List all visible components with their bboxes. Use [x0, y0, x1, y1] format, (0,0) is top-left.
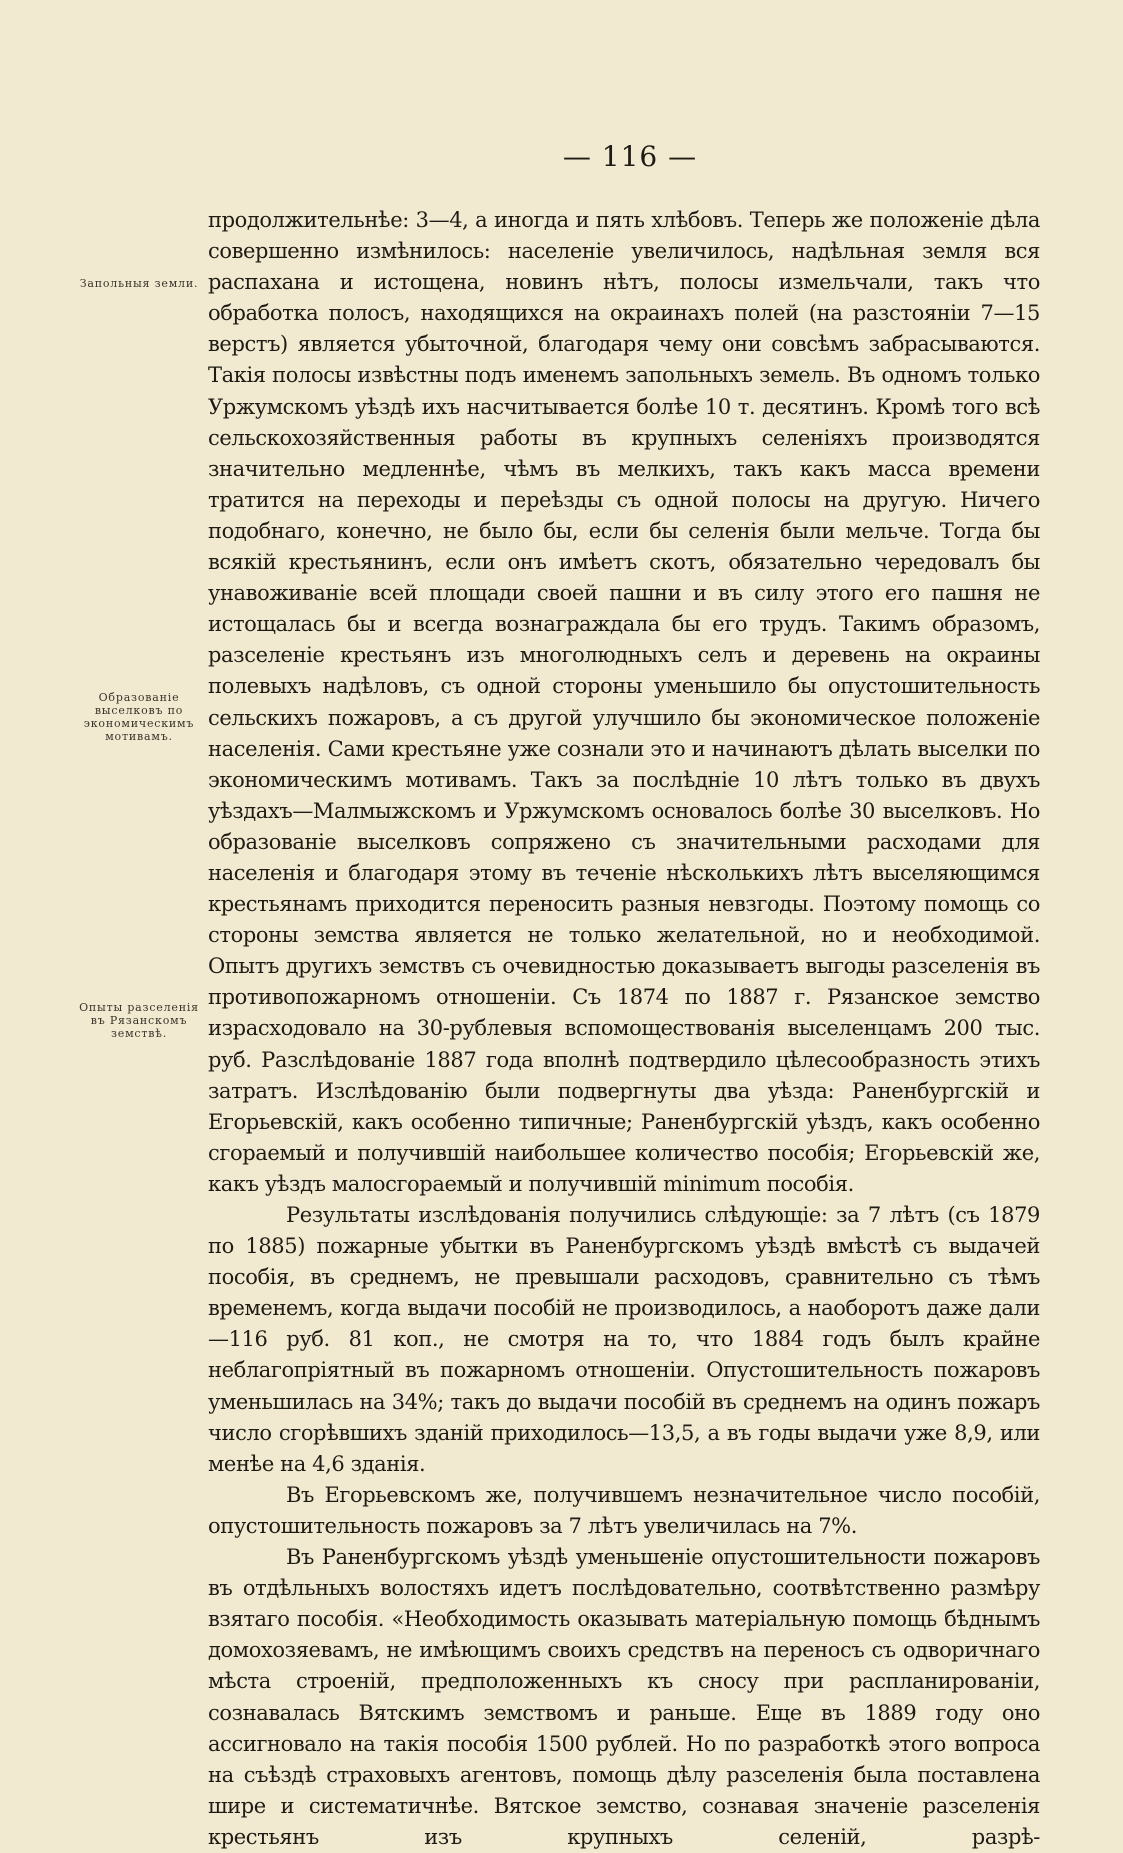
margin-note-zapolnye-zemli: Запольныя земли.	[79, 277, 199, 290]
body-text	[208, 205, 1040, 1853]
page-number: — 116 —	[562, 140, 698, 173]
paragraph: Результаты изслѣдованія получились слѣдующіе: за 7 лѣтъ (съ 1879 по 1885) пожарные убытки въ Раненбургскомъ уѣздѣ вмѣстѣ съ выдачей пособія, въ среднемъ, не превышали расходовъ, сравнительно съ тѣмъ временемъ, когда выдачи пособій не производилось, а наоборотъ даже дали—116 руб. 81 коп., не смотря на то, что 1884 годъ былъ крайне неблагопріятный въ пожарномъ отношеніи. Опустошительность пожаровъ уменьшилась на 34%; такъ до выдачи пособій въ среднемъ на одинъ пожаръ число сгорѣвшихъ зданій приходилось—13,5, а въ годы выдачи уже 8,9, или менѣе на 4,6 зданія.	[208, 1203, 1040, 1476]
paragraph: Въ Егорьевскомъ же, получившемъ незначительное число пособій, опустошительность пожаровъ за 7 лѣтъ увеличилась на 7%.	[208, 1482, 1040, 1538]
paragraph: продолжительнѣе: 3—4, а иногда и пять хлѣбовъ. Теперь же положеніе дѣла совершенно измѣнилось: населеніе увеличилось, надѣльная земля вся распахана и истощена, новинъ нѣтъ, полосы измельчали, такъ что обработка полосъ, находящихся на окраинахъ полей (на разстояніи 7—15 верстъ) является убыточной, благодаря чему они совсѣмъ забрасываются. Такія полосы извѣстны подъ именемъ запольныхъ земель. Въ одномъ только Уржумскомъ уѣздѣ ихъ насчитывается болѣе 10 т. десятинъ. Кромѣ того всѣ сельскохозяйственныя работы въ крупныхъ селеніяхъ производятся значительно медленнѣе, чѣмъ въ мелкихъ, такъ какъ масса времени тратится на переходы и переѣзды съ одной полосы на другую. Ничего подобнаго, конечно, не было бы, если бы селенія были мельче. Тогда бы всякій крестьянинъ, если онъ имѣетъ скотъ, обязательно чередовалъ бы унавоживаніе всей площади своей пашни и въ силу этого его пашня не истощалась бы и всегда вознаграждала бы его трудъ. Такимъ образомъ, разселеніе крестьянъ изъ многолюдныхъ селъ и деревень на окраины полевыхъ надѣловъ, съ одной стороны уменьшило бы опустошительность сельскихъ пожаровъ, а съ другой улучшило бы экономическое положеніе населенія. Сами крестьяне уже сознали это и начинаютъ дѣлать выселки по экономическимъ мотивамъ. Такъ за послѣдніе 10 лѣтъ только въ двухъ уѣздахъ—Малмыжскомъ и Уржумскомъ основалось болѣе 30 выселковъ. Но образованіе выселковъ сопряжено съ значительными расходами для населенія и благодаря этому въ теченіе нѣсколькихъ лѣтъ выселяющимся крестьянамъ приходится переносить разныя невзгоды. Поэтому помощь со стороны земства является не только желательной, но и необходимой. Опытъ другихъ земствъ съ очевидностью доказываетъ выгоды разселенія въ противопожарномъ отношеніи. Съ 1874 по 1887 г. Рязанское земство израсходовало на 30-рублевыя вспомоществованія выселенцамъ 200 тыс. руб. Разслѣдованіе 1887 года вполнѣ подтвердило цѣлесообразность этихъ затратъ. Изслѣдованію были подвергнуты два уѣзда: Раненбургскій и Егорьевскій, какъ особенно типичные; Раненбургскій уѣздъ, какъ особенно сгораемый и получившій наибольшее количество пособія; Егорьевскій же, какъ уѣздъ малосгораемый и получившій minimum пособія.	[208, 208, 1040, 1196]
margin-note-vyselki: Образованіе выселковъ по экономическимъ мотивамъ.	[83, 691, 195, 743]
paragraph: Въ Раненбургскомъ уѣздѣ уменьшеніе опустошительности пожаровъ въ отдѣльныхъ волостяхъ идетъ послѣдовательно, соотвѣтственно размѣру взятаго пособія. «Необходимость оказывать матеріальную помощь бѣднымъ домохозяевамъ, не имѣющимъ своихъ средствъ на переносъ съ одворичнаго мѣста строеній, предположенныхъ къ сносу при распланированіи, сознавалась Вятскимъ земствомъ и раньше. Еще въ 1889 году оно ассигновало на такія пособія 1500 рублей. Но по разработкѣ этого вопроса на съѣздѣ страховыхъ агентовъ, помощь дѣлу разселенія была поставлена шире и систематичнѣе. Вятское земство, сознавая значеніе разселенія крестьянъ изъ крупныхъ селеній, разрѣ-	[208, 1545, 1040, 1849]
margin-note-ryazan-experiment: Опыты разселенія въ Рязанскомъ земствѣ.	[79, 1001, 199, 1040]
